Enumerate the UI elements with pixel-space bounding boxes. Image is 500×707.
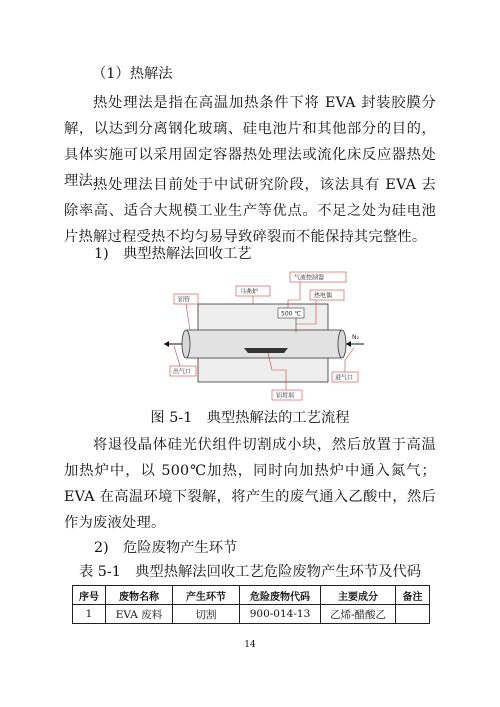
th-remark: 备注: [396, 586, 430, 605]
tube-end-left: [182, 330, 190, 358]
th-stage: 产生环节: [173, 586, 240, 605]
paragraph-2: 热处理法目前处于中试研究阶段，该法具有 EVA 去除率高、适合大规模工业生产等优点。不足之处为硅电池片热解过程受热不均匀易导致碎裂而不能保持其完整性。: [64, 177, 436, 245]
section-heading: （1）热解法: [92, 66, 173, 82]
tube-end-right: [338, 330, 346, 358]
page-number: 14: [244, 640, 256, 650]
leader-outlet: [174, 346, 180, 366]
hazardous-waste-table: [72, 585, 430, 624]
crucible: [244, 348, 288, 353]
cell-no: 1: [73, 605, 106, 624]
table-row: [73, 605, 430, 624]
tube: [186, 330, 342, 358]
cell-component: 乙烯-醋酸乙: [321, 605, 396, 624]
furnace-label: 马弗炉: [240, 288, 259, 296]
subheading-process: 1) 典型热解法回收工艺: [94, 246, 252, 262]
cell-stage: 切割: [173, 605, 240, 624]
cell-code: 900-014-13: [240, 605, 321, 624]
leader-inlet: [345, 348, 354, 372]
figure-caption: 图 5-1 典型热解法的工艺流程: [150, 410, 350, 426]
th-no: 序号: [73, 586, 106, 605]
flow-controller-label: 气流控制器: [294, 274, 325, 282]
outlet-label: 出气口: [173, 368, 192, 376]
cell-name: EVA 废料: [106, 605, 173, 624]
th-name: 废物名称: [106, 586, 173, 605]
n2-in-arrow-icon: [346, 341, 351, 347]
subheading-hazardous: 2) 危险废物产生环节: [94, 540, 238, 556]
leader-tube: [186, 304, 190, 330]
temp-label: 500 ℃: [281, 310, 302, 318]
table-header-row: [73, 586, 430, 605]
paragraph-1: 热处理法是指在高温加热条件下将 EVA 封装胶膜分解，以达到分离钢化玻璃、硅电池片和其他部分的目的，具体实施可以采用固定容器热处理法或流化床反应器热处理法。: [64, 95, 436, 189]
pyrolysis-diagram: [160, 270, 370, 406]
th-component: 主要成分: [321, 586, 396, 605]
cell-remark: [396, 605, 430, 624]
crucible-label: 铝坩埚: [276, 392, 295, 400]
gas-out-arrow-icon: [164, 341, 169, 347]
thermocouple-label: 热电偶: [314, 292, 333, 300]
paragraph-3: 将退役晶体硅光伏组件切割成小块，然后放置于高温加热炉中，以 500℃加热，同时向加热炉中通入氮气；EVA 在高温环境下裂解，将产生的废气通入乙酸中，然后作为废液处理。: [64, 437, 436, 531]
th-code: 危险废物代码: [240, 586, 321, 605]
table-caption: 表 5-1 典型热解法回收工艺危险废物产生环节及代码: [78, 564, 422, 580]
tube-label: 铝管: [178, 296, 191, 304]
n2-label: N₂: [352, 334, 359, 341]
inlet-label: 进气口: [335, 374, 354, 382]
